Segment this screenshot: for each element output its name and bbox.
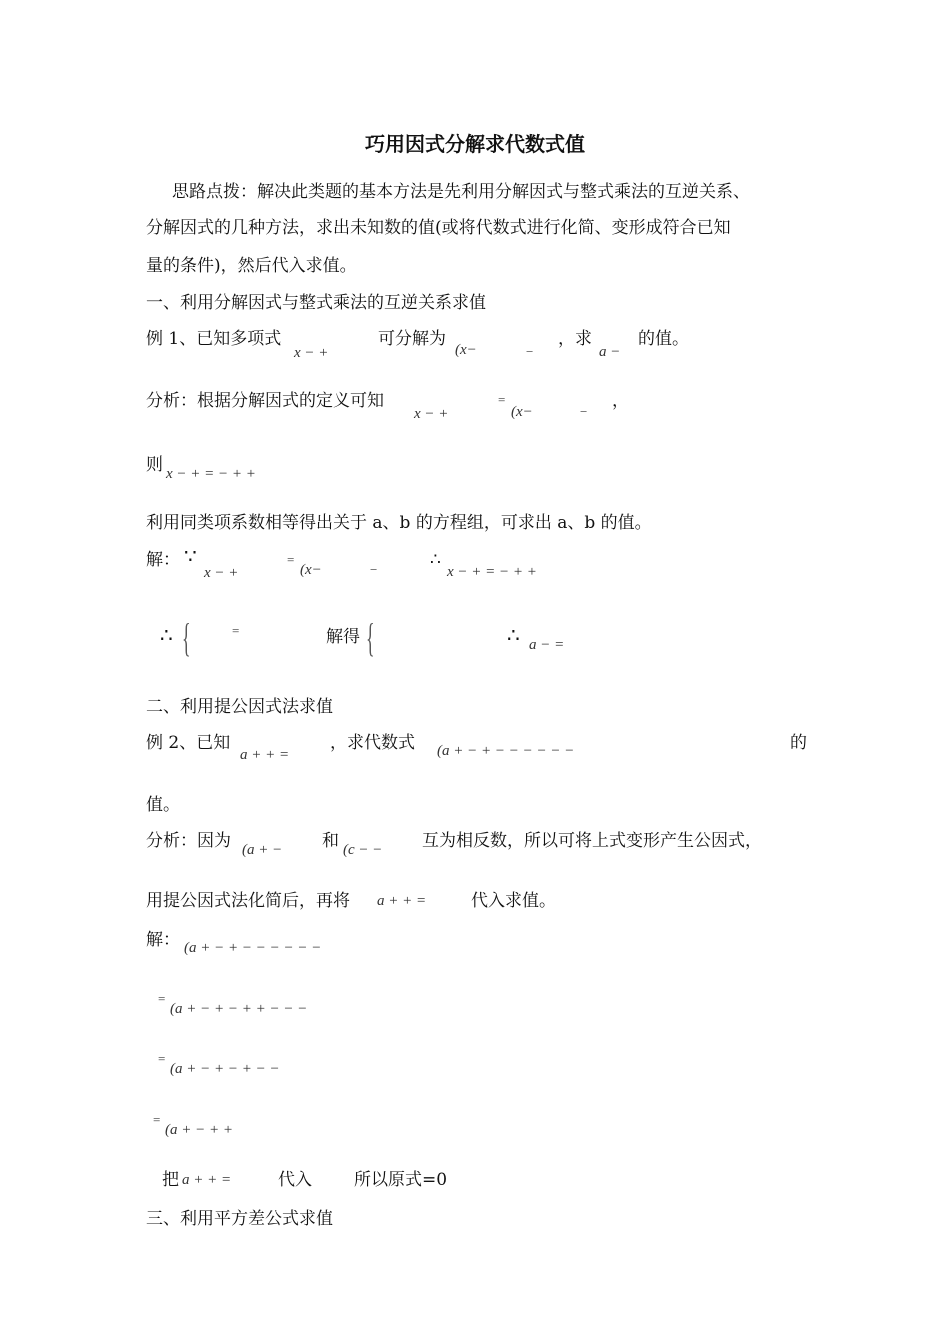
solution-1-math-expand: x − + = − + + [447,564,537,580]
intro-line-1: 思路点拨：解决此类题的基本方法是先利用分解因式与整式乘法的互逆关系、 [172,182,750,202]
therefore-symbol-3: ∴ [507,623,520,647]
example-1-math-minus: − [526,344,534,359]
solution-2-step-3: (a + − + − + − − [170,1061,280,1077]
solution-2-step-4: (a + − + + [165,1122,233,1138]
example-1-text-c: ，求 [558,329,592,349]
section-2-heading: 二、利用提公因式法求值 [146,697,333,717]
intro-line-3: 量的条件)，然后代入求值。 [146,256,357,276]
example-2-math-given: a + + = [240,747,290,763]
analysis-2-text-e: 代入求值。 [471,891,556,911]
section-3-heading: 三、利用平方差公式求值 [146,1209,333,1229]
analysis-1-note: 利用同类项系数相等得出关于 a、b 的方程组，可求出 a、b 的值。 [146,513,652,533]
conclusion-math: a + + = [182,1172,232,1188]
solution-2-step-1: (a + − + − − − − − − [184,940,322,956]
analysis-2-text-d: 用提公因式法化简后，再将 [146,891,350,911]
system-brace-1: { [182,615,191,660]
example-2-text-d: 值。 [146,795,180,815]
system-brace-2: { [366,615,375,660]
solution-1-math-minus: − [370,562,378,577]
conclusion-text-b: 代入 [278,1170,312,1190]
analysis-2-text-a: 分析：因为 [146,831,231,851]
analysis-1-math-rhs: (x− [511,404,533,420]
example-1-math-ask: a − [599,344,621,360]
intro-line-2: 分解因式的几种方法，求出未知数的值(或将代数式进行化简、变形成符合已知 [146,218,731,238]
solution-2-eq-2: = [158,991,166,1006]
example-2-text-b: ，求代数式 [330,733,415,753]
analysis-1-math-eq: = [498,392,506,407]
example-2-text-a: 例 2、已知 [146,733,231,753]
solution-1-label: 解： [146,550,180,570]
example-2-text-c: 的 [790,733,807,753]
example-1-math-factor: (x− [455,342,477,358]
analysis-2-math-p1: (a + − [242,842,283,858]
system-eq: = [232,623,240,638]
solution-1-answer: a − = [529,637,565,653]
solution-2-eq-4: = [153,1112,161,1127]
then-label: 则 [146,455,163,475]
solution-2-label: 解： [146,930,180,950]
example-2-math-expr: (a + − + − − − − − − [437,743,575,759]
therefore-symbol-2: ∴ [160,623,173,647]
analysis-1-math-minus: − [580,404,588,419]
analysis-1-label: 分析：根据分解因式的定义可知 [146,391,384,411]
analysis-2-text-c: 互为相反数，所以可将上式变形产生公因式， [422,831,762,851]
solution-2-eq-3: = [158,1051,166,1066]
analysis-1-comma: ， [612,391,629,411]
page-title: 巧用因式分解求代数式值 [365,132,585,156]
because-symbol: ∵ [184,544,197,568]
example-1-text-b: 可分解为 [378,329,446,349]
solution-1-math-rhs: (x− [300,562,322,578]
solution-1-math-eq: = [287,552,295,567]
analysis-1-math-lhs: x − + [414,406,449,422]
section-1-heading: 一、利用分解因式与整式乘法的互逆关系求值 [146,293,486,313]
analysis-2-text-b: 和 [322,831,339,851]
conclusion-text-c: 所以原式=0 [354,1170,448,1190]
conclusion-text-a: 把 [162,1170,179,1190]
then-math: x − + = − + + [166,466,256,482]
solved-label: 解得 [326,627,360,647]
analysis-2-math-given: a + + = [377,893,427,909]
example-1-text-a: 例 1、已知多项式 [146,329,282,349]
solution-1-math-lhs: x − + [204,565,239,581]
example-1-math-poly: x − + [294,345,329,361]
analysis-2-math-p2: (c − − [343,842,383,858]
therefore-symbol-1: ∴ [430,550,441,570]
example-1-text-d: 的值。 [638,329,689,349]
solution-2-step-2: (a + − + − + + − − − [170,1001,308,1017]
